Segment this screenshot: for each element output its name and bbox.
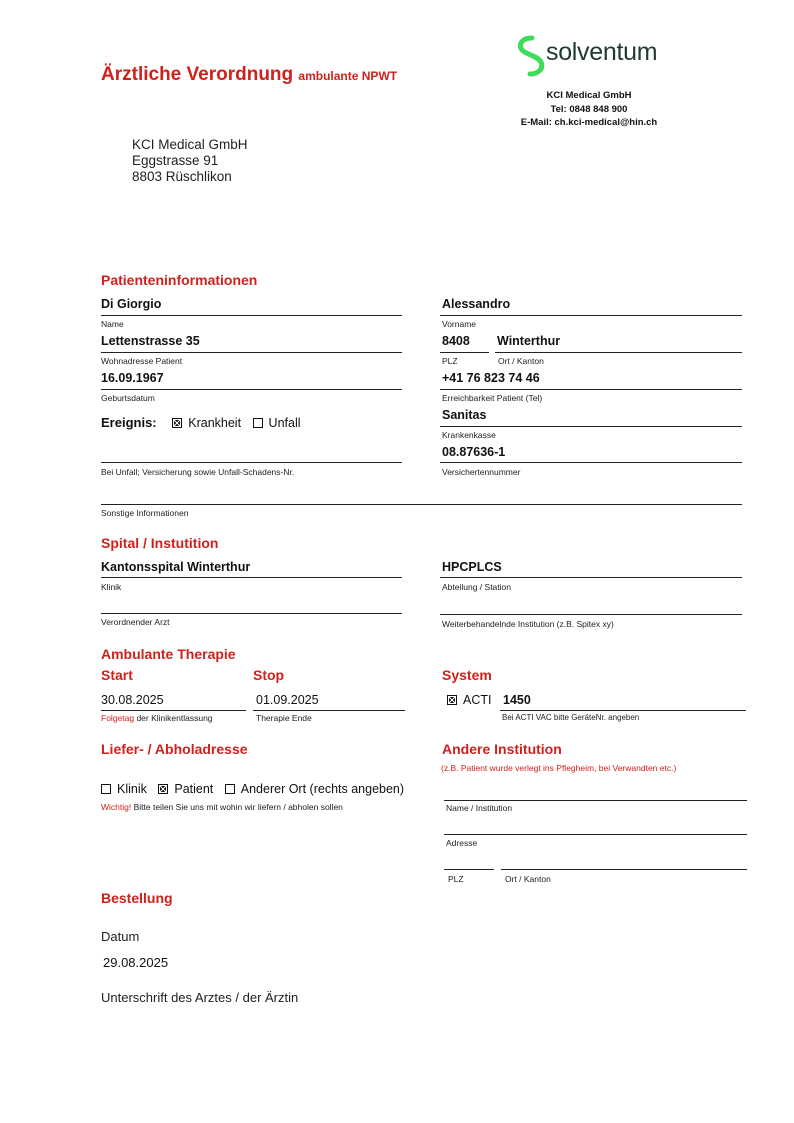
title-sub: ambulante NPWT (298, 69, 398, 83)
patient-plz-line (440, 352, 489, 353)
delivery-option-label: Patient (174, 782, 214, 796)
checkbox-checked-icon[interactable] (447, 695, 457, 705)
system-option-label: ACTI (463, 693, 492, 707)
delivery-note-red: Wichtig! (101, 802, 132, 812)
accident-line (101, 462, 402, 463)
stop-title: Stop (253, 667, 285, 683)
delivery-option-patient[interactable] (158, 782, 213, 796)
system-number-value[interactable]: 1450 (503, 693, 531, 707)
insured-number-label: Versichertennummer (442, 467, 521, 477)
event-option-label: Krankheit (188, 416, 242, 430)
checkbox-checked-icon[interactable] (172, 418, 182, 428)
followup-line (440, 614, 742, 615)
company-name: KCI Medical GmbH (546, 90, 632, 101)
patient-name-line (101, 315, 402, 316)
start-label-red: Folgetag (101, 713, 135, 723)
other-address-label: Adresse (446, 838, 478, 848)
other-plz-line (444, 869, 494, 870)
company-tel: Tel: 0848 848 900 (550, 103, 628, 115)
other-institution-note: (z.B. Patient wurde verlegt ins Pflegheim, bei Verwandten etc.) (441, 763, 677, 773)
patient-name-label: Name (101, 319, 124, 329)
stop-date-label: Therapie Ende (256, 713, 312, 723)
clinic-label: Klinik (101, 582, 122, 592)
event-option-label: Unfall (268, 416, 301, 430)
company-email: E-Mail: ch.kci-medical@hin.ch (520, 117, 658, 128)
other-plz-label: PLZ (448, 874, 464, 884)
delivery-option-other[interactable] (225, 782, 404, 796)
patient-plz-value[interactable]: 8408 (442, 334, 470, 348)
start-date-value[interactable]: 30.08.2025 (101, 693, 164, 707)
checkbox-unchecked-icon[interactable] (253, 418, 263, 428)
order-date-value[interactable]: 29.08.2025 (103, 955, 169, 970)
patient-birthdate-line (101, 389, 402, 390)
delivery-option-klinik[interactable] (101, 782, 147, 796)
doctor-label: Verordnender Arzt (101, 617, 170, 627)
brand-name: solventum (546, 38, 658, 66)
checkbox-unchecked-icon[interactable] (225, 784, 235, 794)
section-title-hospital: Spital / Instutition (101, 535, 219, 551)
followup-label: Weiterbehandelnde Institution (z.B. Spitex xy) (442, 619, 614, 629)
system-option-acti[interactable] (447, 693, 491, 707)
start-label-rest: der Klinikentlassung (134, 713, 213, 723)
signature-label: Unterschrift des Arztes / der Ärztin (101, 990, 299, 1005)
doctor-line (101, 613, 402, 614)
delivery-note-rest: Bitte teilen Sie uns mit wohin wir liefern / abholen sollen (131, 802, 343, 812)
solventum-logo (512, 34, 658, 78)
patient-vorname-label: Vorname (442, 319, 477, 329)
other-ort-line (501, 869, 747, 870)
event-label: Ereignis: (101, 415, 157, 430)
department-value[interactable]: HPCPLCS (442, 560, 502, 574)
patient-address-label: Wohnadresse Patient (101, 356, 183, 366)
start-date-line (101, 710, 246, 711)
other-ort-label: Ort / Kanton (505, 874, 551, 884)
patient-phone-value[interactable]: +41 76 823 74 46 (442, 371, 540, 385)
stop-date-line (253, 710, 405, 711)
recipient-street: Eggstrasse 91 (132, 153, 219, 168)
department-label: Abteilung / Station (442, 582, 511, 592)
section-title-order: Bestellung (101, 890, 173, 906)
other-info-line (101, 504, 742, 505)
recipient-name: KCI Medical GmbH (132, 137, 248, 152)
other-info-label: Sonstige Informationen (101, 508, 189, 518)
checkbox-unchecked-icon[interactable] (101, 784, 111, 794)
clinic-value[interactable]: Kantonsspital Winterthur (101, 560, 251, 574)
system-number-line (500, 710, 746, 711)
other-address-line (444, 834, 747, 835)
insured-number-line (440, 462, 742, 463)
patient-birthdate-value[interactable]: 16.09.1967 (101, 371, 164, 385)
department-line (440, 577, 742, 578)
document-title (101, 64, 397, 86)
section-title-delivery: Liefer- / Abholadresse (101, 741, 248, 757)
order-date-label: Datum (101, 929, 140, 944)
event-option-krankheit[interactable] (172, 416, 244, 430)
event-option-unfall[interactable] (253, 416, 301, 430)
patient-insured-number-value[interactable]: 08.87636-1 (442, 445, 506, 459)
recipient-city: 8803 Rüschlikon (132, 169, 232, 184)
accident-label: Bei Unfall; Versicherung sowie Unfall-Schadens-Nr. (101, 467, 295, 477)
company-contact (514, 89, 664, 130)
patient-address-value[interactable]: Lettenstrasse 35 (101, 334, 200, 348)
checkbox-checked-icon[interactable] (158, 784, 168, 794)
patient-ort-value[interactable]: Winterthur (497, 334, 561, 348)
patient-ort-line (495, 352, 742, 353)
patient-plz-label: PLZ (442, 356, 458, 366)
system-title: System (442, 667, 492, 683)
patient-name-value[interactable]: Di Giorgio (101, 297, 162, 311)
section-title-other-institution: Andere Institution (442, 741, 562, 757)
patient-insurer-label: Krankenkasse (442, 430, 496, 440)
patient-ort-label: Ort / Kanton (498, 356, 544, 366)
event-row (101, 415, 301, 430)
delivery-option-label: Anderer Ort (rechts angeben) (240, 782, 405, 796)
patient-birthdate-label: Geburtsdatum (101, 393, 155, 403)
patient-vorname-line (440, 315, 742, 316)
start-title: Start (101, 667, 133, 683)
section-title-patient: Patienteninformationen (101, 272, 258, 288)
other-name-line (444, 800, 747, 801)
patient-insurer-value[interactable]: Sanitas (442, 408, 487, 422)
system-number-label: Bei ACTI VAC bitte GeräteNr. angeben (502, 713, 640, 722)
delivery-option-label: Klinik (117, 782, 147, 796)
delivery-note (101, 802, 343, 812)
start-date-label (101, 713, 213, 723)
patient-phone-line (440, 389, 742, 390)
stop-date-value[interactable]: 01.09.2025 (256, 693, 319, 707)
other-name-label: Name / Institution (446, 803, 513, 813)
title-main: Ärztliche Verordnung (101, 64, 294, 85)
patient-phone-label: Erreichbarkeit Patient (Tel) (442, 393, 543, 403)
recipient-address (132, 137, 248, 185)
section-title-therapy: Ambulante Therapie (101, 646, 236, 662)
patient-insurer-line (440, 426, 742, 427)
delivery-options (101, 782, 404, 796)
patient-address-line (101, 352, 402, 353)
patient-vorname-value[interactable]: Alessandro (442, 297, 511, 311)
clinic-line (101, 577, 402, 578)
